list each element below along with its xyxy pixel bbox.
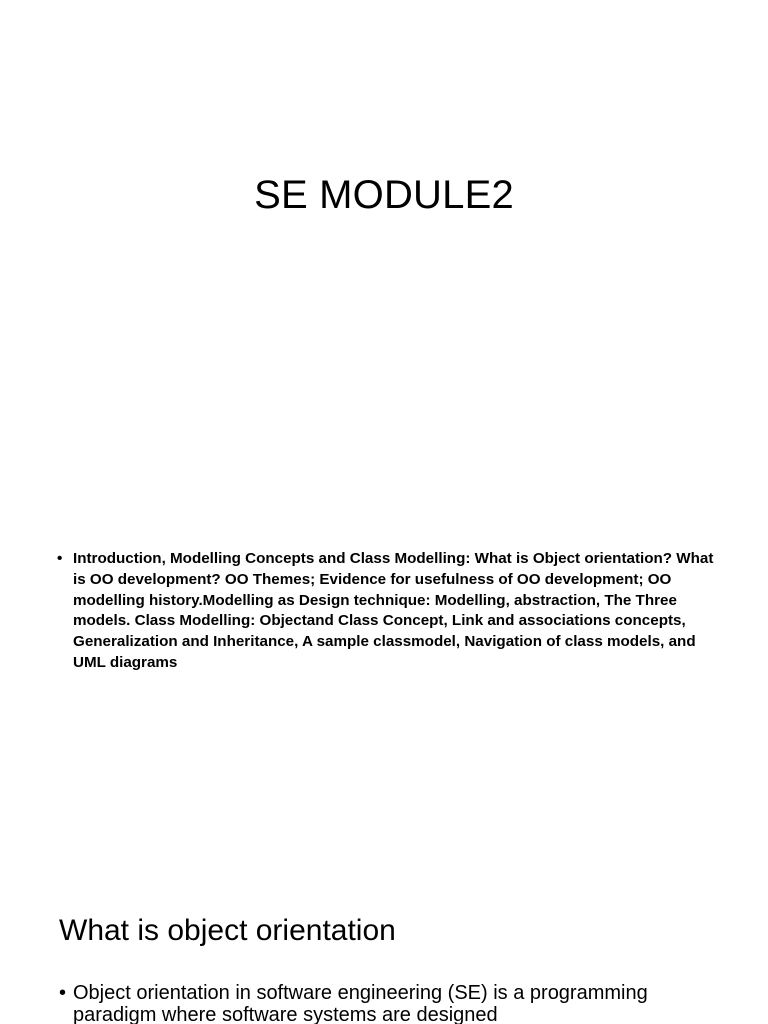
slide-syllabus [0,432,768,864]
section-heading: What is object orientation [59,914,396,947]
definition-bullet [59,982,709,1024]
syllabus-text: Introduction, Modelling Concepts and Class Modelling: What is Object orientation? What is OO development? OO Themes; Evidence for usefulness of OO development; OO modelling history.Modelling as Design technique: Modelling, abstraction, The Three models. Class Modelling: Objectand Class Concept, Link and associations concepts, Generalization and Inheritance, A sample classmodel, Navigation of class models, and UML diagrams [73,550,714,671]
module-title: SE MODULE2 [254,173,514,217]
slide-object-orientation [0,864,768,1024]
bullet-icon: • [57,550,63,567]
syllabus-bullet-list [57,549,717,674]
syllabus-bullet [57,549,717,674]
definition-text: Object orientation in software engineering (SE) is a programming paradigm where software systems are designed [73,982,648,1024]
bullet-icon: • [59,982,67,1004]
slide-title-page [0,0,768,432]
definition-bullet-list [59,982,709,1024]
